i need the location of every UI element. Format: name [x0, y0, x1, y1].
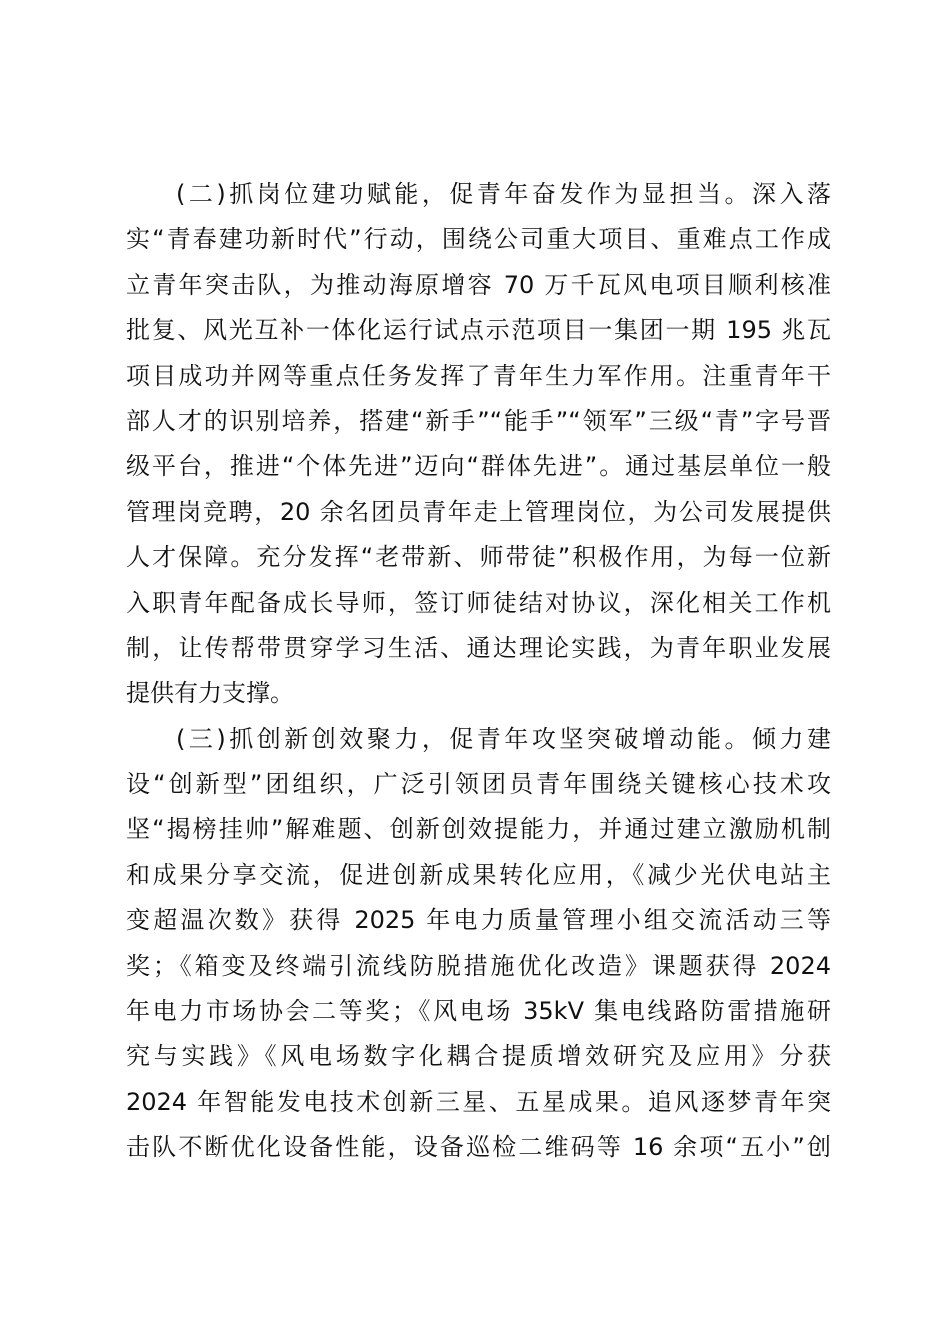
text-line: 设“创新型”团组织，广泛引领团员青年围绕关键核心技术攻	[126, 770, 831, 799]
text-line: 部人才的识别培养，搭建“新手”“能手”“领军”三级“青”字号晋	[126, 406, 831, 435]
text-line: 和成果分享交流，促进创新成果转化应用，《减少光伏电站主	[126, 860, 831, 889]
paragraph-heading-2: (二)抓岗位建功赋能，促青年奋发作为显担当。深入落	[176, 180, 831, 208]
text-line: 级平台，推进“个体先进”迈向“群体先进”。通过基层单位一般	[126, 452, 831, 481]
text-line: 批复、风光互补一体化运行试点示范项目一集团一期 195 兆瓦	[126, 316, 831, 345]
text-line: 项目成功并网等重点任务发挥了青年生力军作用。注重青年干	[126, 361, 831, 390]
text-line: 年电力市场协会二等奖；《风电场 35kV 集电线路防雷措施研	[126, 997, 831, 1026]
paragraph-heading-3: (三)抓创新创效聚力，促青年攻坚突破增动能。倾力建	[176, 724, 831, 753]
text-line: 变超温次数》获得 2025 年电力质量管理小组交流活动三等	[126, 906, 831, 935]
text-line: 入职青年配备成长导师，签订师徒结对协议，深化相关工作机	[126, 588, 831, 617]
text-line: 实“青春建功新时代”行动，围绕公司重大项目、重难点工作成	[126, 225, 831, 254]
text-line: 人才保障。充分发挥“老带新、师带徒”积极作用，为每一位新	[126, 543, 831, 572]
text-line: 制，让传帮带贯穿学习生活、通达理论实践，为青年职业发展	[126, 633, 831, 662]
text-line: 管理岗竞聘，20 余名团员青年走上管理岗位，为公司发展提供	[126, 497, 831, 526]
text-line: 击队不断优化设备性能，设备巡检二维码等 16 余项“五小”创	[126, 1133, 831, 1162]
text-line: 提供有力支撑。	[126, 679, 294, 708]
text-line: 奖；《箱变及终端引流线防脱措施优化改造》课题获得 2024	[126, 951, 831, 980]
text-line: 2024 年智能发电技术创新三星、五星成果。追风逐梦青年突	[126, 1087, 831, 1116]
text-line: 究与实践》《风电场数字化耦合提质增效研究及应用》分获	[126, 1042, 831, 1071]
text-line: 坚“揭榜挂帅”解难题、创新创效提能力，并通过建立激励机制	[126, 815, 831, 844]
body-text	[126, 172, 831, 1171]
text-line: 立青年突击队，为推动海原增容 70 万千瓦风电项目顺利核准	[126, 270, 831, 299]
